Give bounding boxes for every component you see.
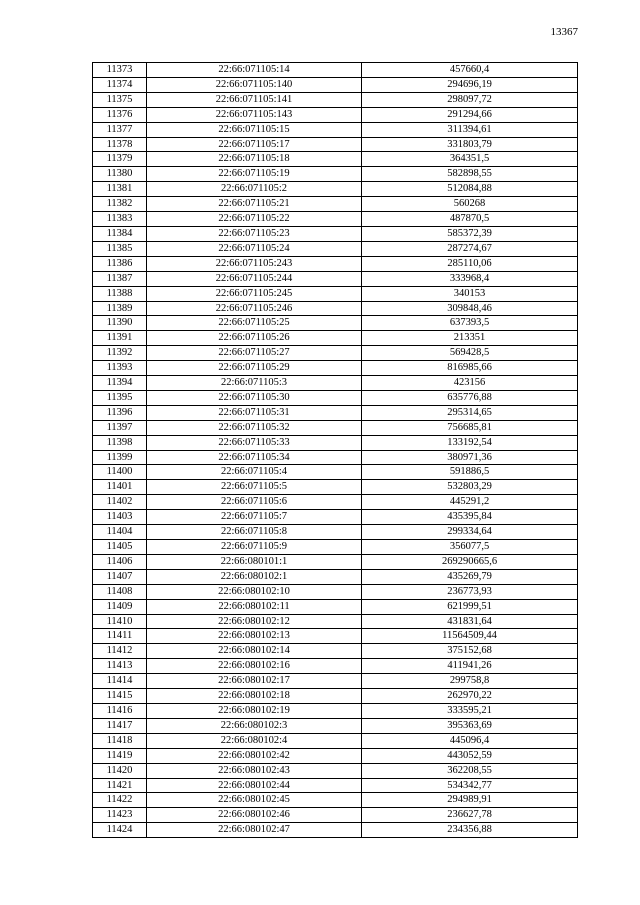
cadastral-number-cell: 22:66:071105:32	[147, 420, 362, 435]
row-number-cell: 11375	[93, 92, 147, 107]
row-number-cell: 11384	[93, 226, 147, 241]
table-row	[93, 271, 578, 286]
cadastral-number-cell: 22:66:071105:246	[147, 301, 362, 316]
cadastral-number-cell: 22:66:080102:18	[147, 689, 362, 704]
cadastral-value-cell: 333595,21	[362, 703, 578, 718]
cadastral-value-cell: 423156	[362, 376, 578, 391]
cadastral-number-cell: 22:66:080102:45	[147, 793, 362, 808]
cadastral-value-cell: 457660,4	[362, 63, 578, 78]
row-number-cell: 11373	[93, 63, 147, 78]
cadastral-value-cell: 621999,51	[362, 599, 578, 614]
table-row	[93, 644, 578, 659]
table-row	[93, 107, 578, 122]
cadastral-value-cell: 133192,54	[362, 435, 578, 450]
cadastral-number-cell: 22:66:080102:43	[147, 763, 362, 778]
cadastral-number-cell: 22:66:071105:2	[147, 182, 362, 197]
table-row	[93, 197, 578, 212]
table-row	[93, 390, 578, 405]
cadastral-number-cell: 22:66:071105:6	[147, 495, 362, 510]
table-row	[93, 465, 578, 480]
cadastral-value-cell: 445291,2	[362, 495, 578, 510]
row-number-cell: 11417	[93, 718, 147, 733]
table-row	[93, 823, 578, 838]
table-row	[93, 182, 578, 197]
cadastral-value-cell: 532803,29	[362, 480, 578, 495]
cadastral-value-cell: 816985,66	[362, 361, 578, 376]
cadastral-number-cell: 22:66:071105:140	[147, 77, 362, 92]
table-row	[93, 346, 578, 361]
table-row	[93, 480, 578, 495]
cadastral-value-cell: 311394,61	[362, 122, 578, 137]
table-row	[93, 569, 578, 584]
cadastral-number-cell: 22:66:080102:4	[147, 733, 362, 748]
cadastral-number-cell: 22:66:071105:243	[147, 256, 362, 271]
cadastral-number-cell: 22:66:080102:12	[147, 614, 362, 629]
table-row	[93, 331, 578, 346]
table-row	[93, 420, 578, 435]
cadastral-value-cell: 569428,5	[362, 346, 578, 361]
cadastral-value-cell: 236773,93	[362, 584, 578, 599]
cadastral-value-cell: 356077,5	[362, 540, 578, 555]
row-number-cell: 11392	[93, 346, 147, 361]
row-number-cell: 11420	[93, 763, 147, 778]
row-number-cell: 11376	[93, 107, 147, 122]
cadastral-number-cell: 22:66:071105:31	[147, 405, 362, 420]
cadastral-value-cell: 534342,77	[362, 778, 578, 793]
row-number-cell: 11402	[93, 495, 147, 510]
cadastral-value-cell: 487870,5	[362, 212, 578, 227]
cadastral-number-cell: 22:66:080102:42	[147, 748, 362, 763]
table-row	[93, 361, 578, 376]
cadastral-value-cell: 213351	[362, 331, 578, 346]
cadastral-number-cell: 22:66:071105:18	[147, 152, 362, 167]
table-row	[93, 614, 578, 629]
row-number-cell: 11397	[93, 420, 147, 435]
table-row	[93, 793, 578, 808]
cadastral-value-cell: 295314,65	[362, 405, 578, 420]
cadastral-number-cell: 22:66:071105:29	[147, 361, 362, 376]
cadastral-value-cell: 333968,4	[362, 271, 578, 286]
table-row	[93, 584, 578, 599]
cadastral-value-cell: 11564509,44	[362, 629, 578, 644]
cadastral-value-cell: 375152,68	[362, 644, 578, 659]
row-number-cell: 11422	[93, 793, 147, 808]
cadastral-value-cell: 299334,64	[362, 525, 578, 540]
row-number-cell: 11405	[93, 540, 147, 555]
table-row	[93, 63, 578, 78]
cadastral-number-cell: 22:66:080102:47	[147, 823, 362, 838]
row-number-cell: 11424	[93, 823, 147, 838]
cadastral-value-cell: 294696,19	[362, 77, 578, 92]
table-row	[93, 525, 578, 540]
row-number-cell: 11416	[93, 703, 147, 718]
cadastral-number-cell: 22:66:071105:8	[147, 525, 362, 540]
cadastral-number-cell: 22:66:080102:46	[147, 808, 362, 823]
cadastral-number-cell: 22:66:071105:27	[147, 346, 362, 361]
row-number-cell: 11389	[93, 301, 147, 316]
cadastral-number-cell: 22:66:071105:9	[147, 540, 362, 555]
table-row	[93, 376, 578, 391]
cadastral-value-cell: 591886,5	[362, 465, 578, 480]
row-number-cell: 11378	[93, 137, 147, 152]
table-row	[93, 122, 578, 137]
table-row	[93, 599, 578, 614]
table-row	[93, 495, 578, 510]
cadastral-value-cell: 585372,39	[362, 226, 578, 241]
cadastral-number-cell: 22:66:080102:19	[147, 703, 362, 718]
table-row	[93, 316, 578, 331]
row-number-cell: 11409	[93, 599, 147, 614]
cadastral-number-cell: 22:66:080102:13	[147, 629, 362, 644]
table-row	[93, 510, 578, 525]
cadastral-value-cell: 411941,26	[362, 659, 578, 674]
cadastral-number-cell: 22:66:071105:21	[147, 197, 362, 212]
cadastral-number-cell: 22:66:071105:244	[147, 271, 362, 286]
row-number-cell: 11410	[93, 614, 147, 629]
table-row	[93, 152, 578, 167]
cadastral-value-cell: 340153	[362, 286, 578, 301]
table-row	[93, 92, 578, 107]
cadastral-value-cell: 236627,78	[362, 808, 578, 823]
table-row	[93, 659, 578, 674]
cadastral-value-cell: 298097,72	[362, 92, 578, 107]
cadastral-value-cell: 380971,36	[362, 450, 578, 465]
cadastral-number-cell: 22:66:071105:23	[147, 226, 362, 241]
row-number-cell: 11386	[93, 256, 147, 271]
cadastral-number-cell: 22:66:071105:7	[147, 510, 362, 525]
cadastral-number-cell: 22:66:071105:143	[147, 107, 362, 122]
cadastral-value-cell: 560268	[362, 197, 578, 212]
cadastral-number-cell: 22:66:071105:5	[147, 480, 362, 495]
row-number-cell: 11379	[93, 152, 147, 167]
cadastral-value-cell: 331803,79	[362, 137, 578, 152]
row-number-cell: 11400	[93, 465, 147, 480]
cadastral-value-cell: 395363,69	[362, 718, 578, 733]
cadastral-number-cell: 22:66:071105:141	[147, 92, 362, 107]
cadastral-value-cell: 582898,55	[362, 167, 578, 182]
cadastral-value-cell: 287274,67	[362, 241, 578, 256]
row-number-cell: 11395	[93, 390, 147, 405]
cadastral-number-cell: 22:66:080102:10	[147, 584, 362, 599]
table-row	[93, 808, 578, 823]
cadastral-value-cell: 445096,4	[362, 733, 578, 748]
row-number-cell: 11399	[93, 450, 147, 465]
row-number-cell: 11419	[93, 748, 147, 763]
cadastral-value-table	[92, 62, 578, 838]
cadastral-number-cell: 22:66:071105:22	[147, 212, 362, 227]
row-number-cell: 11391	[93, 331, 147, 346]
cadastral-number-cell: 22:66:071105:25	[147, 316, 362, 331]
row-number-cell: 11404	[93, 525, 147, 540]
table-row	[93, 733, 578, 748]
cadastral-number-cell: 22:66:080102:44	[147, 778, 362, 793]
row-number-cell: 11401	[93, 480, 147, 495]
cadastral-number-cell: 22:66:071105:24	[147, 241, 362, 256]
table-row	[93, 435, 578, 450]
cadastral-value-cell: 364351,5	[362, 152, 578, 167]
row-number-cell: 11421	[93, 778, 147, 793]
cadastral-number-cell: 22:66:071105:34	[147, 450, 362, 465]
table-row	[93, 629, 578, 644]
cadastral-number-cell: 22:66:080102:3	[147, 718, 362, 733]
table-row	[93, 703, 578, 718]
table-row	[93, 540, 578, 555]
table-row	[93, 674, 578, 689]
cadastral-number-cell: 22:66:071105:19	[147, 167, 362, 182]
cadastral-number-cell: 22:66:071105:17	[147, 137, 362, 152]
table-row	[93, 226, 578, 241]
cadastral-value-cell: 431831,64	[362, 614, 578, 629]
row-number-cell: 11403	[93, 510, 147, 525]
cadastral-value-cell: 285110,06	[362, 256, 578, 271]
table-row	[93, 301, 578, 316]
cadastral-number-cell: 22:66:080102:14	[147, 644, 362, 659]
cadastral-value-cell: 637393,5	[362, 316, 578, 331]
row-number-cell: 11411	[93, 629, 147, 644]
table-row	[93, 212, 578, 227]
table-row	[93, 77, 578, 92]
cadastral-value-cell: 362208,55	[362, 763, 578, 778]
row-number-cell: 11374	[93, 77, 147, 92]
table-body	[93, 63, 578, 838]
table-row	[93, 137, 578, 152]
row-number-cell: 11414	[93, 674, 147, 689]
row-number-cell: 11423	[93, 808, 147, 823]
cadastral-value-cell: 435269,79	[362, 569, 578, 584]
row-number-cell: 11408	[93, 584, 147, 599]
row-number-cell: 11415	[93, 689, 147, 704]
cadastral-number-cell: 22:66:071105:14	[147, 63, 362, 78]
cadastral-value-cell: 262970,22	[362, 689, 578, 704]
row-number-cell: 11381	[93, 182, 147, 197]
row-number-cell: 11380	[93, 167, 147, 182]
row-number-cell: 11388	[93, 286, 147, 301]
table-row	[93, 763, 578, 778]
cadastral-value-cell: 299758,8	[362, 674, 578, 689]
cadastral-number-cell: 22:66:080102:11	[147, 599, 362, 614]
row-number-cell: 11396	[93, 405, 147, 420]
table-row	[93, 286, 578, 301]
table-row	[93, 778, 578, 793]
cadastral-number-cell: 22:66:080102:17	[147, 674, 362, 689]
cadastral-number-cell: 22:66:080101:1	[147, 554, 362, 569]
cadastral-number-cell: 22:66:071105:15	[147, 122, 362, 137]
row-number-cell: 11412	[93, 644, 147, 659]
table-row	[93, 718, 578, 733]
row-number-cell: 11393	[93, 361, 147, 376]
table-row	[93, 748, 578, 763]
page-number: 13367	[550, 26, 578, 38]
cadastral-value-cell: 269290665,6	[362, 554, 578, 569]
cadastral-value-cell: 756685,81	[362, 420, 578, 435]
row-number-cell: 11398	[93, 435, 147, 450]
cadastral-value-cell: 435395,84	[362, 510, 578, 525]
cadastral-number-cell: 22:66:080102:16	[147, 659, 362, 674]
cadastral-number-cell: 22:66:071105:245	[147, 286, 362, 301]
table-row	[93, 167, 578, 182]
cadastral-value-cell: 443052,59	[362, 748, 578, 763]
table-row	[93, 554, 578, 569]
row-number-cell: 11394	[93, 376, 147, 391]
cadastral-value-cell: 309848,46	[362, 301, 578, 316]
row-number-cell: 11382	[93, 197, 147, 212]
table-row	[93, 405, 578, 420]
cadastral-number-cell: 22:66:071105:3	[147, 376, 362, 391]
row-number-cell: 11383	[93, 212, 147, 227]
row-number-cell: 11413	[93, 659, 147, 674]
cadastral-value-cell: 512084,88	[362, 182, 578, 197]
cadastral-number-cell: 22:66:071105:26	[147, 331, 362, 346]
cadastral-value-cell: 635776,88	[362, 390, 578, 405]
cadastral-number-cell: 22:66:071105:33	[147, 435, 362, 450]
row-number-cell: 11406	[93, 554, 147, 569]
table-row	[93, 450, 578, 465]
cadastral-number-cell: 22:66:071105:30	[147, 390, 362, 405]
cadastral-number-cell: 22:66:080102:1	[147, 569, 362, 584]
table-row	[93, 689, 578, 704]
table-row	[93, 256, 578, 271]
row-number-cell: 11418	[93, 733, 147, 748]
row-number-cell: 11407	[93, 569, 147, 584]
row-number-cell: 11387	[93, 271, 147, 286]
row-number-cell: 11377	[93, 122, 147, 137]
row-number-cell: 11390	[93, 316, 147, 331]
cadastral-value-cell: 234356,88	[362, 823, 578, 838]
table-row	[93, 241, 578, 256]
cadastral-value-cell: 294989,91	[362, 793, 578, 808]
row-number-cell: 11385	[93, 241, 147, 256]
cadastral-value-cell: 291294,66	[362, 107, 578, 122]
cadastral-number-cell: 22:66:071105:4	[147, 465, 362, 480]
